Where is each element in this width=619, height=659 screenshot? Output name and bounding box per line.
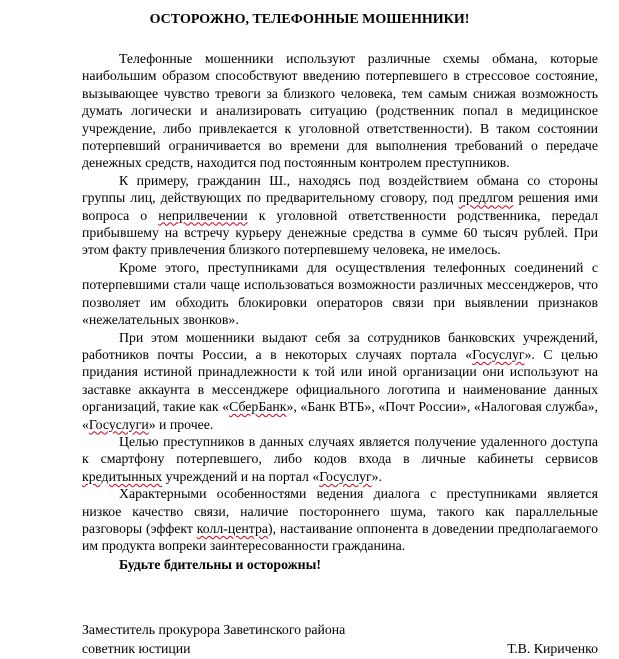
paragraph-3: Кроме этого, преступниками для осуществления телефонных соединений с потерпевшими стали чаще использоваться возможности различных мессенджеров, что позволяет им обходить блокировки операторов связи при выявлении признаков «нежелательных звонков».	[82, 259, 598, 328]
signature-name: Т.В. Кириченко	[507, 641, 598, 656]
document-body	[82, 50, 598, 573]
text-run: » и прочее.	[148, 416, 214, 432]
text-run: решения ими вопроса о	[82, 190, 598, 223]
text-run: к уголовной ответственности родственника, передал прибывшему на встречу курьеру денежные средства в сумме 60 тысяч рублей. При этом факту привлечения близкого потерпевшему человека, не имелось.	[82, 207, 598, 258]
text-run: », «Банк ВТБ», «Почт России», «Налоговая служба», «	[82, 399, 598, 432]
closing-statement: Будьте бдительны и осторожны!	[119, 556, 321, 572]
paragraph-4	[82, 329, 598, 433]
signature-position: Заместитель прокурора Заветинского района	[82, 622, 346, 637]
signature-block	[82, 620, 598, 658]
paragraph-1: Телефонные мошенники используют различные схемы обмана, которые наибольшим образом способствуют введению потерпевшего в стрессовое состояние, вызывающее чувство тревоги за близкого человека, тем самым снижая возможность думать логически и анализировать ситуацию (родственник попал в медицинское учреждение, либо привлекается к уголовной ответственности). В таком состоянии потерпевший ограничивается во времени для выполнения требований о передаче денежных средств, находится под постоянным контролем преступников.	[82, 51, 598, 171]
misspelled-word: СберБанк	[229, 399, 287, 415]
misspelled-word: предлгом	[458, 190, 514, 206]
text-run: ». С целью придания истиной принадлежности к той или иной организации они используют на заставке аккаунта в мессенджере официального логотипа и наименование данных организаций, такие как «	[82, 346, 598, 415]
paragraph-5	[82, 433, 598, 485]
text-run: Характерными особенностями ведения диалога с преступниками является низкое качество связи, наличие постороннего шума, такого как параллельные разговоры (эффект	[82, 486, 598, 536]
signature-rank: советник юстиции	[82, 641, 191, 656]
misspelled-word: Госуслуги	[88, 416, 149, 432]
misspelled-word: неприлвечении	[158, 207, 248, 223]
misspelled-word: Госуслуг	[319, 468, 372, 484]
paragraph-6	[82, 485, 598, 555]
misspelled-word: колл-центра	[196, 520, 268, 536]
signature-row	[82, 639, 598, 658]
text-run: ), настаивание оппонента в доведении предполагаемого им продукта вопреки заинтересованности гражданина.	[82, 520, 598, 554]
paragraph-2	[82, 172, 598, 259]
text-run: ».	[371, 468, 383, 484]
text-run: учреждений и на портал «	[162, 468, 320, 484]
text-run: Целью преступников в данных случаях является получение удаленного доступа к смартфону потерпевшего, либо кодов входа в личные кабинеты сервисов	[82, 433, 598, 467]
text-run: При этом мошенники выдают себя за сотрудников банковских учреждений, работников почты России, а в некоторых случаях портала «	[82, 329, 598, 362]
document-title: ОСТОРОЖНО, ТЕЛЕФОННЫЕ МОШЕННИКИ!	[149, 12, 470, 27]
misspelled-word: кредитынных	[82, 468, 163, 484]
text-run: К примеру, гражданин Ш., находясь под воздействием обмана со стороны группы лиц, действующих по предварительному сговору, под	[82, 172, 598, 206]
misspelled-word: Госуслуг	[472, 346, 525, 362]
